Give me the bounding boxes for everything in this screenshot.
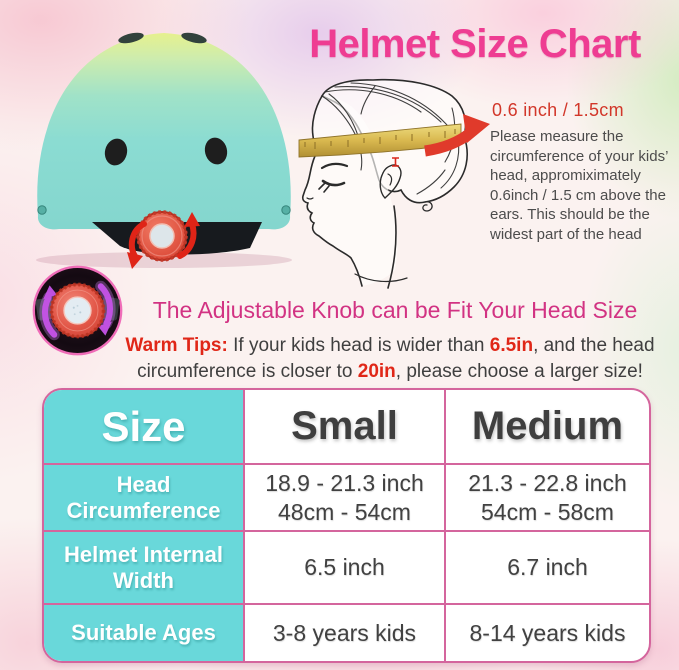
- cell-medium-internal-width: [446, 532, 649, 605]
- callout-line: Please measure the: [490, 128, 624, 145]
- header-cell-medium: [446, 390, 649, 465]
- knob-center: [64, 297, 91, 324]
- measure-callout-text: [490, 127, 679, 244]
- knob-headline: The Adjustable Knob can be Fit Your Head Size: [152, 297, 638, 323]
- row-label-head-circumference: [44, 465, 245, 532]
- callout-line: widest part of the head: [490, 225, 642, 243]
- warm-tips-text: , please choose a larger size!: [395, 360, 643, 382]
- cell-small-suitable-ages: [245, 605, 446, 661]
- header-cell-size: [44, 390, 245, 465]
- warm-tips-label: Warm Tips:: [125, 335, 228, 356]
- cell-value-line: 8-14 years kids: [469, 619, 626, 646]
- cell-small-internal-width: [245, 532, 446, 605]
- helmet-rivet: [38, 206, 46, 214]
- helmet-rivet: [282, 206, 290, 214]
- helmet-image: [28, 24, 300, 270]
- callout-line: ears. This should be the: [490, 206, 650, 223]
- callout-line: head, appromiximately: [490, 167, 641, 184]
- warm-tips-text: If your kids head is wider than: [227, 335, 490, 356]
- callout-line: 0.6inch / 1.5 cm above the: [490, 186, 666, 204]
- row-label-text: Head Circumference: [66, 471, 221, 523]
- cell-medium-suitable-ages: [446, 605, 649, 661]
- size-table: [42, 388, 651, 663]
- page-title: Helmet Size Chart: [309, 22, 641, 66]
- header-medium-label: Medium: [471, 404, 624, 448]
- row-label-text: Helmet Internal Width: [64, 541, 223, 593]
- cell-value-line: 21.3 - 22.8 inch: [468, 469, 627, 496]
- header-small-label: Small: [291, 404, 398, 448]
- warm-tips: [95, 333, 679, 384]
- helmet-shell: [37, 33, 291, 229]
- row-label-text: Suitable Ages: [71, 620, 216, 645]
- cell-value-line: 48cm - 54cm: [278, 498, 411, 525]
- warm-tips-value: 20in: [357, 360, 396, 382]
- cell-value-line: 6.7 inch: [507, 554, 588, 580]
- header-size-label: Size: [101, 402, 186, 450]
- cell-value-line: 3-8 years kids: [272, 619, 417, 646]
- cell-value-line: 18.9 - 21.3 inch: [265, 469, 424, 496]
- cell-value-line: 54cm - 58cm: [481, 498, 614, 525]
- row-label-helmet-internal-width: [44, 532, 245, 605]
- header-cell-small: [245, 390, 446, 465]
- warm-tips-line: [95, 359, 679, 385]
- warm-tips-text: circumference is closer to: [137, 360, 358, 382]
- cell-value-line: 6.5 inch: [304, 554, 385, 580]
- measure-callout-heading: 0.6 inch / 1.5cm: [492, 100, 624, 120]
- head-measurement-illustration: [295, 78, 491, 290]
- row-label-suitable-ages: [44, 605, 245, 661]
- callout-line: circumference of your kids’: [490, 147, 669, 165]
- warm-tips-line: [95, 333, 679, 359]
- cell-medium-head-circumference: [446, 465, 649, 532]
- warm-tips-value: 6.5in: [489, 335, 534, 356]
- warm-tips-text: , and the head: [533, 335, 655, 356]
- helmet-dial: [138, 212, 186, 260]
- cell-small-head-circumference: [245, 465, 446, 532]
